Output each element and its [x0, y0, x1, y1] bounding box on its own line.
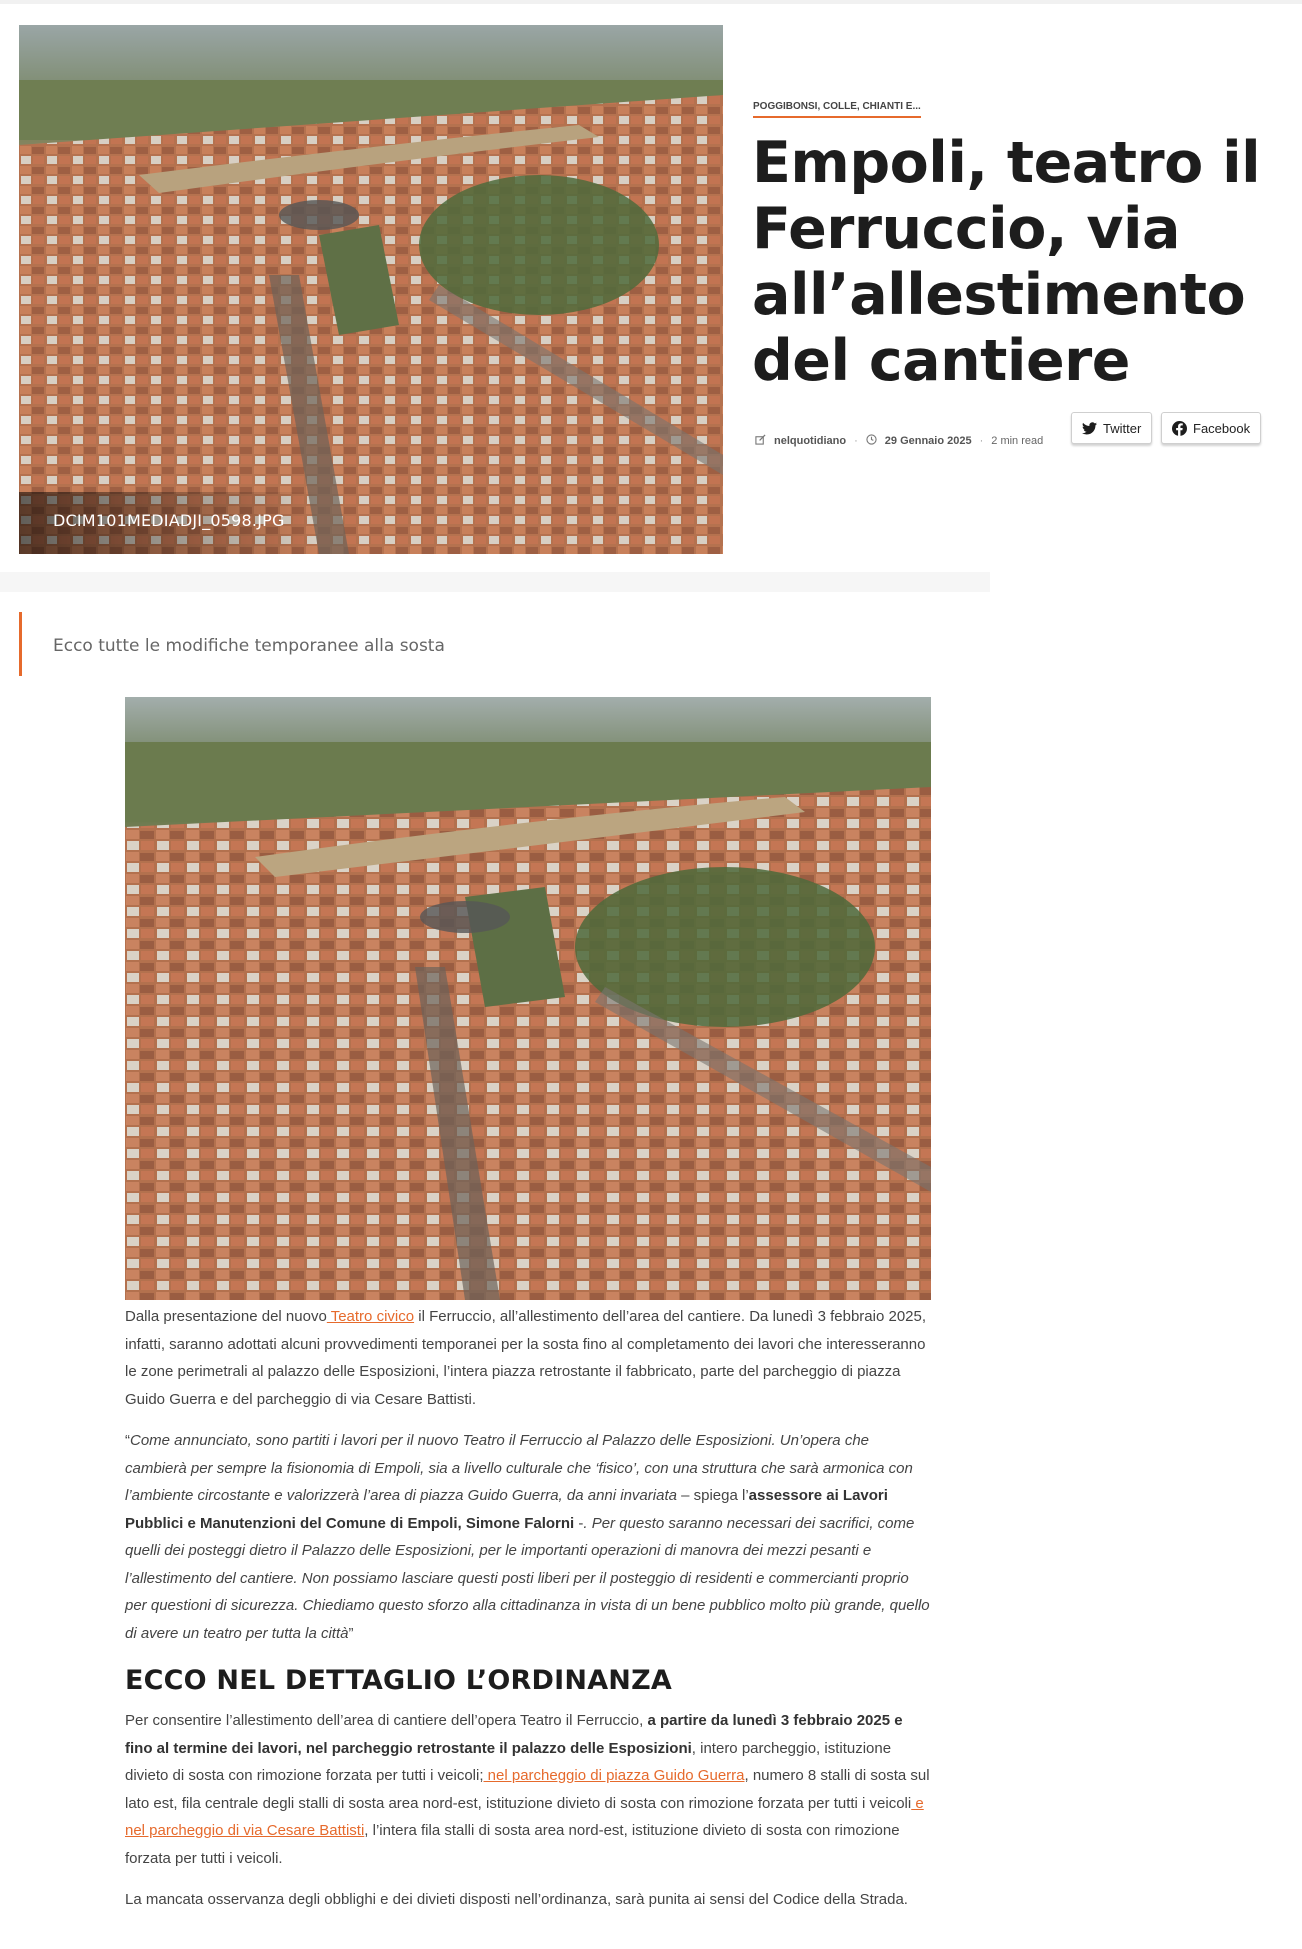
twitter-share-button[interactable]	[1071, 412, 1152, 444]
text-span: -	[574, 1514, 584, 1532]
text-span: , l’intera fila stalli di sosta area nord-est, istituzione divieto di sosta con rimozione forzata per tutti i veicoli.	[125, 1822, 900, 1867]
section-divider	[0, 572, 990, 592]
facebook-label: Facebook	[1193, 420, 1251, 436]
post-date: 29 Gennaio 2025	[884, 435, 972, 447]
paragraph: La mancata osservanza degli obblighi e dei divieti disposti nell’ordinanza, sarà punita ai sensi del Codice della Strada.	[125, 1891, 908, 1908]
twitter-icon	[1082, 422, 1097, 435]
excerpt-block	[19, 612, 445, 676]
text-span: Dalla presentazione del nuovo	[125, 1308, 327, 1325]
bold-text: assessore ai Lavori Pubblici e Manutenzioni del Comune di Empoli, Simone Falorni	[125, 1487, 888, 1532]
teatro-civico-link[interactable]: Teatro civico	[326, 1308, 415, 1325]
twitter-label: Twitter	[1103, 420, 1142, 436]
edit-icon	[755, 434, 766, 448]
meta-separator: ·	[854, 435, 858, 447]
text-span: , intero parcheggio, istituzione divieto di sosta con rimozione forzata per tutti i veicoli;	[125, 1739, 892, 1784]
text-span: il Ferruccio, all’allestimento dell’area del cantiere. Da lunedì 3 febbraio 2025, infatti, saranno adottati alcuni provvedimenti temporanei per la sosta fino al completamento dei lavori che interesseranno le zone perimetrali al palazzo delle Esposizioni, l’intera piazza retrostante il fabbricato, parte del parcheggio di piazza Guido Guerra e del parcheggio di via Cesare Battisti.	[125, 1308, 927, 1408]
quote-text: . Per questo saranno necessari dei sacrifici, come quelli dei posteggi dietro il Palazzo delle Esposizioni, per le importanti operazioni di manovra dei mezzi pesanti e l’allestimento del cantiere. Non possiamo lasciare questi posti liberi per il posteggio di residenti e commercianti proprio per questioni di sicurezza. Chiediamo questo sforzo alla cittadinanza in vista di un bene pubblico molto più grande, quello di avere un teatro per tutta la città	[125, 1514, 930, 1642]
via-cesare-battisti-link[interactable]: e nel parcheggio di via Cesare Battisti	[125, 1794, 924, 1839]
text-span: , numero 8 stalli di sosta sul lato est, fila centrale degli stalli di sosta area nord-est, istituzione divieto di sosta con rimozione forzata per tutti i veicoli	[125, 1767, 930, 1812]
text-span: Per consentire l’allestimento dell’area di cantiere dell’opera Teatro il Ferruccio,	[125, 1712, 648, 1729]
clock-icon	[866, 434, 877, 448]
piazza-guido-guerra-link[interactable]: nel parcheggio di piazza Guido Guerra	[483, 1767, 745, 1784]
image-caption-overlay	[19, 492, 319, 554]
quote-mark: “	[125, 1432, 130, 1449]
section-heading: ECCO NEL DETTAGLIO L’ORDINANZA	[125, 1665, 672, 1696]
meta-separator: ·	[979, 435, 984, 447]
bold-text: a partire da lunedì 3 febbraio 2025 e fino al termine dei lavori, nel parcheggio retrostante il palazzo delle Esposizioni	[125, 1712, 903, 1757]
paragraph	[125, 1707, 933, 1872]
image-caption: DCIM101MEDIADJI_0598.JPG	[53, 511, 285, 530]
category-link[interactable]: POGGIBONSI, COLLE, CHIANTI E...	[753, 101, 921, 118]
page-title: Empoli, teatro il Ferruccio, via all’allestimento del cantiere	[752, 130, 1261, 394]
facebook-share-button[interactable]	[1161, 412, 1261, 444]
top-divider	[0, 0, 1302, 4]
quote-paragraph	[125, 1427, 933, 1647]
excerpt-text: Ecco tutte le modifiche temporanee alla sosta	[53, 636, 445, 656]
post-meta	[755, 434, 1043, 448]
text-span: – spiega l’	[676, 1487, 749, 1504]
read-time: 2 min read	[991, 435, 1044, 447]
paragraph	[125, 1303, 933, 1413]
article-body	[125, 1303, 933, 1928]
quote-text: Come annunciato, sono partiti i lavori per il nuovo Teatro il Ferruccio al Palazzo delle Esposizioni. Un’opera che cambierà per sempre la fisionomia di Empoli, sia a livello culturale che ‘fisico’, con una struttura che sarà armonica con l’ambiente circostante e valorizzerà l’area di piazza Guido Guerra, da anni invariata	[125, 1432, 913, 1504]
hero-image	[19, 25, 723, 554]
facebook-icon	[1172, 421, 1187, 436]
quote-mark: ”	[348, 1624, 354, 1642]
author-link[interactable]: nelquotidiano	[774, 435, 847, 447]
article-image	[125, 697, 931, 1300]
